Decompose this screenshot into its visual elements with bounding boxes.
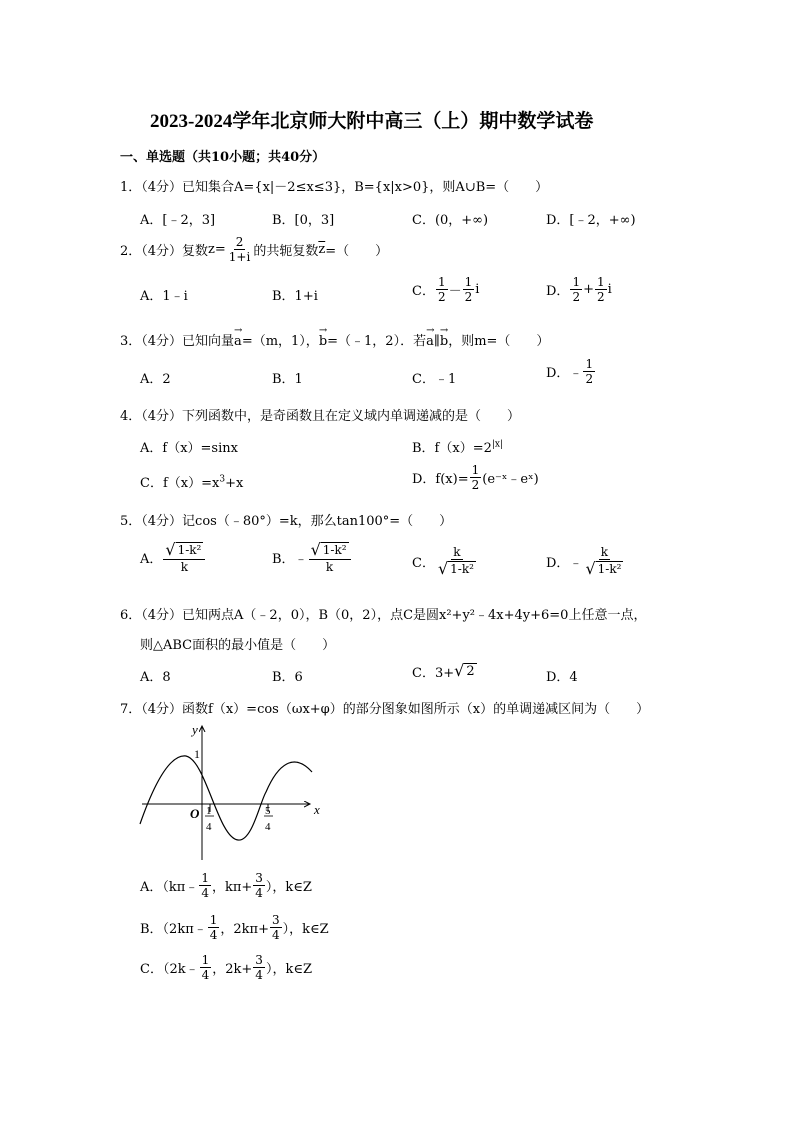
q2-zbar: $\overline{z}$ bbox=[318, 242, 326, 257]
q4-option-b: B．$f(x)=2^{|x|}$ bbox=[412, 439, 504, 456]
cosine-curve bbox=[140, 756, 312, 840]
x-label: x bbox=[314, 802, 320, 817]
tick-quarter-num: 1 bbox=[206, 805, 212, 817]
origin-label: O bbox=[190, 806, 200, 821]
q1-stem: 1．（4分）已知集合A={x|－2≤x≤3}，B={x|x>0}，则A∪B=（ ） bbox=[120, 180, 549, 195]
q7-option-b: B．（2kπ﹣ $\frac{1}{4}$ ，2kπ+ $\frac{3}{4}$ ），k∈Z bbox=[140, 913, 329, 942]
q3-stem: 3．（4分）已知向量→ a=（m，1），→ b=（﹣1，2）．若→ a∥→ b，则m=（ ） bbox=[120, 330, 549, 349]
q7-option-a: A．（kπ﹣ $\frac{1}{4}$ ，kπ+ $\frac{3}{4}$ ），k∈Z bbox=[140, 871, 312, 900]
q3-option-b: B．1 bbox=[272, 372, 303, 387]
q1-option-b: B．[0，3] bbox=[272, 213, 335, 228]
q6-stem-line2: 则△ABC面积的最小值是（ ） bbox=[140, 638, 336, 653]
vector-b: → b bbox=[319, 334, 327, 349]
q4-option-c: C．$f(x)=x^3+x$ bbox=[140, 474, 244, 491]
vector-a: → a bbox=[234, 334, 242, 349]
tick-quarter-den: 4 bbox=[206, 821, 212, 833]
q6-option-d: D．4 bbox=[546, 670, 578, 685]
y-tick-1: 1 bbox=[194, 747, 200, 761]
q5-option-b: B．﹣ √ 1-k² k bbox=[272, 542, 352, 573]
q2-option-c: C． $\frac{1}{2}$ － $\frac{1}{2}$ i bbox=[412, 275, 480, 304]
q6-option-b: B．6 bbox=[272, 670, 303, 685]
q1-option-d: D．[﹣2，+∞) bbox=[546, 213, 636, 228]
q2-stem bbox=[120, 236, 388, 263]
section-heading: 一、单选题（共10小题；共40分） bbox=[120, 150, 326, 165]
q2-option-a: A．1﹣i bbox=[140, 289, 188, 304]
q4-stem: 4．（4分）下列函数中，是奇函数且在定义域内单调递减的是（ ） bbox=[120, 409, 521, 424]
q4-option-a: A．f（x）=sinx bbox=[140, 441, 238, 456]
q3-option-a: A．2 bbox=[140, 372, 171, 387]
q6-stem-line1: 6．（4分）已知两点A（﹣2，0），B（0，2），点C是圆x²+y²﹣4x+4y+6=0上任意一点， bbox=[120, 608, 647, 623]
q6-option-c: C．3+ √ 2 bbox=[412, 661, 475, 681]
q5-option-c: C． k √ 1-k² bbox=[412, 545, 474, 578]
q2-text: 2．（4分）复数 bbox=[120, 244, 209, 259]
q3-option-d: D．﹣ $\frac{1}{2}$ bbox=[546, 357, 594, 386]
q2-text3: =（ ） bbox=[325, 244, 389, 259]
q2-text2: 的共轭复数 bbox=[253, 244, 319, 259]
page-title: 2023-2024学年北京师大附中高三（上）期中数学试卷 bbox=[150, 111, 594, 132]
q5-option-a: A． √ 1-k² k bbox=[140, 542, 206, 573]
q7-option-c: C．（2k﹣ $\frac{1}{4}$ ，2k+ $\frac{3}{4}$ ），k∈Z bbox=[140, 953, 312, 982]
q5-stem: 5．（4分）记cos（﹣80°）=k，那么tan100°=（ ） bbox=[120, 514, 453, 529]
q6-option-a: A．8 bbox=[140, 670, 171, 685]
q2-fraction: $\frac{2}{1+i}$ bbox=[228, 235, 251, 264]
q4-option-d: D．f(x)= $\frac{1}{2}$ (e⁻ˣ﹣eˣ) bbox=[412, 463, 539, 492]
cosine-graph bbox=[130, 720, 330, 865]
y-label: y bbox=[192, 722, 198, 737]
q5-option-d: D．﹣ k √ 1-k² bbox=[546, 545, 622, 578]
tick-5quarter-num: 5 bbox=[265, 805, 271, 817]
q2-z: z= bbox=[208, 242, 226, 257]
q3-option-c: C．﹣1 bbox=[412, 372, 457, 387]
q1-option-c: C．(0，+∞) bbox=[412, 213, 489, 228]
q1-option-a: A．[﹣2，3] bbox=[140, 213, 216, 228]
tick-5quarter-den: 4 bbox=[265, 821, 271, 833]
q7-stem: 7．（4分）函数f（x）=cos（ωx+φ）的部分图象如图所示（x）的单调递减区间为（ ） bbox=[120, 702, 650, 717]
q2-option-b: B．1+i bbox=[272, 289, 318, 304]
q2-option-d: D． $\frac{1}{2}$ + $\frac{1}{2}$ i bbox=[546, 275, 612, 304]
